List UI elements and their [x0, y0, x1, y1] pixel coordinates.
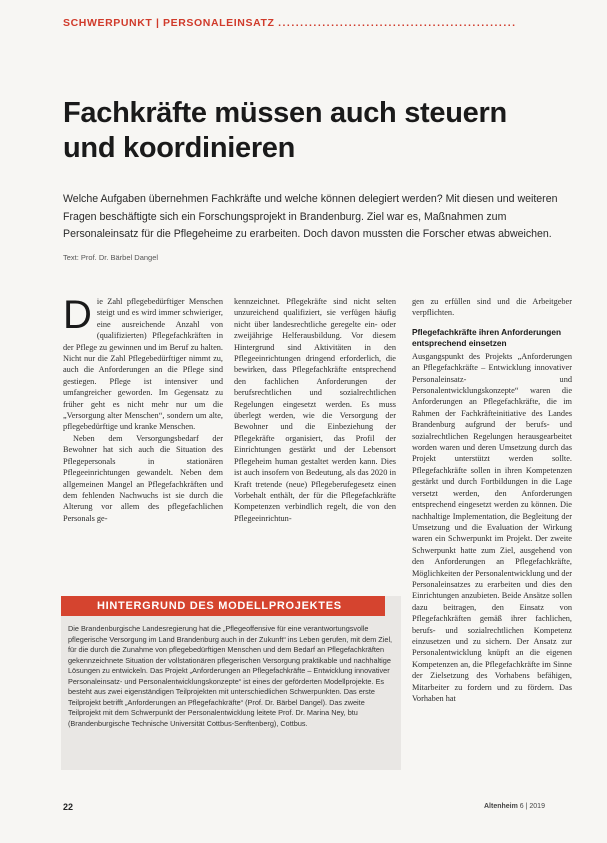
- body-subheading: Pflegefachkräfte ihren Anforderungen entsprechend einsetzen: [412, 326, 562, 348]
- body-paragraph: Ausgangspunkt des Projekts „Anforderungen an Pflegefachkräfte – Entwicklung innovativer Personaleinsatz- und Personalentwicklungskonzepte“ waren die Anforderungen an Pflegefachkräfte, die im Rahmen der Fachkräfteinitiative des Landes Brandenburg aufgrund der berufs- und sozialrechtlichen Regelungen herausgearbeitet worden waren und deren Umsetzung durch das Projekt unterstützt werden sollte. Pflegefachkräfte sollen in ihren Kompetenzen gestärkt und durch Fortbildungen in die Lage versetzt werden, den Anforderungen entsprechend eingesetzt werden zu können. Die nachhaltige Implementation, die Begleitung der Umsetzung und die Evaluation der Wirkung waren ein Schwerpunkt im Projekt. Der zweite Schwerpunkt hatte zum Ziel, ausgehend von den Anforderungen an Pflegefachkräfte, Möglichkeiten der Personalentwicklung und der Personaleinsatzes zu erarbeiten und dies den Einrichtungen anzubieten. Beide Ansätze sollen dazu beitragen, den Einsatz von Pflegefachkräften gemäß ihrer fachlichen, berufs- und sozialrechtlichen Kompetenz einzusetzen und zu sichern. Der Ansatz zur Personalentwicklung knüpft an die eigenen Kompetenzen an, die Pflegefachkräfte im Sinne der Zielsetzung des Vorhabens befähigen, Mitarbeiter zu fordern und zu fördern. Das Vorhaben hat: [412, 351, 572, 703]
- article-byline: Text: Prof. Dr. Bärbel Dangel: [63, 253, 159, 262]
- body-paragraph: gen zu erfüllen sind und die Arbeitgeber verpflichten.: [412, 297, 572, 318]
- article-lead: Welche Aufgaben übernehmen Fachkräfte und welche können delegiert werden? Mit diesen und weiteren Fragen beschäftigte sich ein Forschungsprojekt in Brandenburg. Ziel war es, Maßnahmen zum Personaleinsatz für die Pflegeheime zu erarbeiten. Doch davon mussten die Forscher etwas abweichen.: [63, 193, 558, 240]
- issue-number: 6 | 2019: [519, 803, 545, 810]
- magazine-name: Altenheim: [484, 803, 518, 810]
- magazine-footer: [484, 803, 545, 810]
- info-box-text: Die Brandenburgische Landesregierung hat die „Pflegeoffensive für eine verantwortungsvolle pflegerische Versorgung im Land Brandenburg auch in der Zukunft“ ins Leben gerufen, mit dem Ziel, für die durch die Zunahme von pflegebedürftigen Menschen und dem Bedarf an Pflegefachkräften gekennzeichnete Situation der vollstationären pflegerischen Versorgung praktikable und nachhaltige Lösungen zu entwickeln. Das Projekt „Anforderungen an Pflegefachkräfte – Entwicklung innovativer Personaleinsatz- und Personalentwicklungskonzepte“ ist eines der geförderten Modellprojekte. Es besteht aus zwei eigenständigen Teilprojekten mit unterschiedlichen Schwerpunkten. Das erste Teilprojekt betrifft „Anforderungen an Pflegefachkräfte“ (Prof. Dr. Bärbel Dangel). Das zweite Teilprojekt mit dem Schwerpunkt der Personalentwicklung leitete Prof. Dr. Marina Ney, btu (Brandenburgische Technische Universität Cottbus-Senftenberg), Cottbus.: [68, 624, 393, 728]
- body-paragraph: [63, 296, 223, 433]
- body-column-1: [63, 296, 223, 576]
- drop-cap: D: [63, 296, 92, 337]
- info-box-title: HINTERGRUND DES MODELLPROJEKTES: [61, 596, 385, 616]
- body-paragraph: Neben dem Versorgungsbedarf der Bewohner hat sich auch die Situation des Pflegepersonals in stationären Pflegeeinrichtungen gewandelt. Neben dem allgemeinen Mangel an Pflegefachkräften und dem fehlenden Nachwuchs ist sie durch die Alterung vor allem des pflegefachlichen Personals ge-: [63, 433, 223, 523]
- paragraph-text: ie Zahl pflegebedürftiger Menschen steigt und es wird immer schwieriger, eine ausreichende Anzahl von (qualifizierten) Pflegefachkräften in der Pflege zu gewinnen und im Beruf zu halten. Nicht nur die Zahl Pflegebedürftiger nimmt zu, auch die Anforderungen an die Pflege sind gestiegen. Pflege ist intensiver und umfangreicher geworden. Im Gegensatz zu früher geht es nicht mehr nur um die „Versorgung alter Menschen“, sondern um alte, pflegebedürftige und kranke Menschen.: [63, 297, 223, 432]
- body-paragraph: kennzeichnet. Pflegekräfte sind nicht selten unzureichend qualifiziert, sie verfügen häufig nicht über landesrechtliche geregelte ein- oder zweijährige Helferausbildung. Vor diesem Hintergrund sind Aktivitäten in den Pflegeeinrichtungen dringend erforderlich, die bewirken, dass Pflegefachkräfte entsprechend den fachlichen Anforderungen der berufsrechtlichen und sozialrechtlichen Regelungen eingesetzt werden. Es muss überlegt werden, wie die Versorgung der Bewohner und die Einbeziehung der Pflegekräfte organisiert, das Profil der Einrichtungen gestärkt und der Lebensort Pflegeheim human gestaltet werden kann. Dies ist auch insofern von Bedeutung, als das 2020 in Kraft tretende (neue) Pflegeberufegesetz einen Vorbehalt enthält, der für die Pflegefachkräfte Kompetenzen verbindlich regelt, die von den Pflegeeinrichtun-: [234, 297, 396, 523]
- body-column-2: [234, 296, 396, 576]
- page-number: 22: [63, 802, 74, 812]
- subsection-label: PERSONALEINSATZ: [163, 17, 275, 29]
- section-header: [63, 17, 563, 29]
- dotted-rule: ......................................................: [278, 17, 517, 29]
- section-separator: |: [155, 17, 160, 29]
- info-box: [61, 596, 401, 770]
- section-label: SCHWERPUNKT: [63, 17, 153, 29]
- body-column-3: [412, 296, 572, 806]
- article-headline: [63, 96, 563, 166]
- headline-line-2: und koordinieren: [63, 132, 296, 164]
- headline-line-1: Fachkräfte müssen auch steuern: [63, 97, 507, 129]
